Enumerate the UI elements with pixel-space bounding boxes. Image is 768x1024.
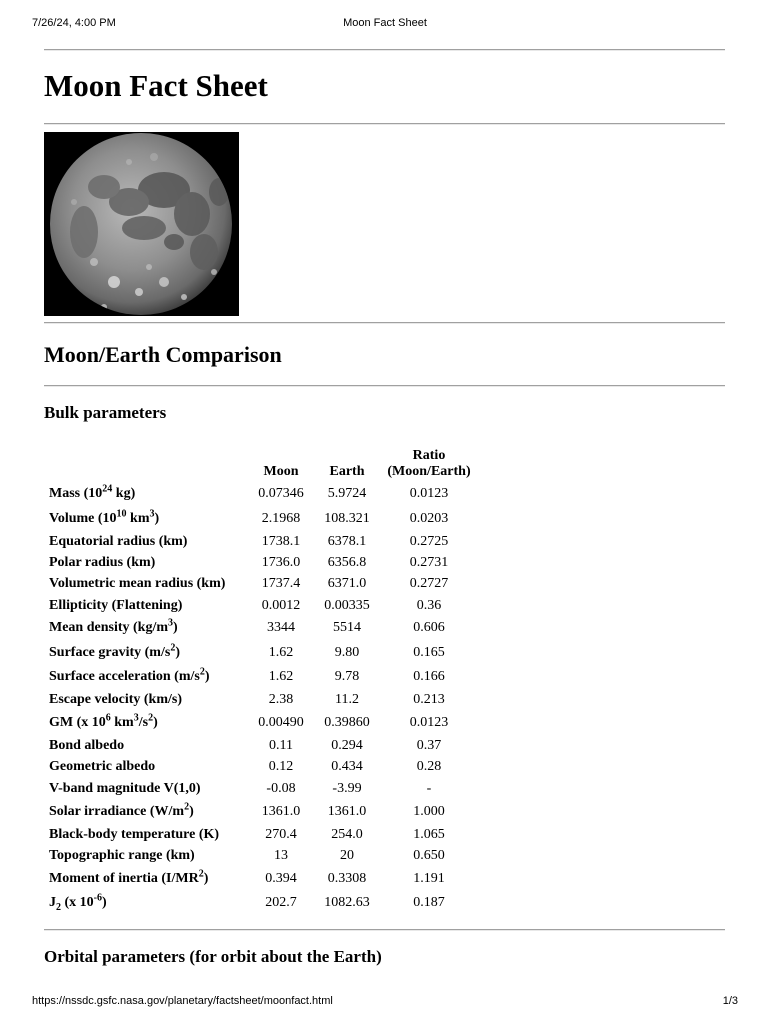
cell-moon: 270.4: [265, 826, 297, 842]
cell-moon: 1361.0: [261, 803, 301, 819]
cell-moon: 0.00490: [258, 715, 304, 731]
table-row: [44, 757, 478, 778]
cell-earth: 11.2: [335, 692, 359, 708]
row-label: Surface acceleration $(m/s^2)$: [49, 666, 210, 685]
header-empty: [44, 444, 248, 482]
cell-earth: 0.00335: [324, 597, 370, 613]
cell-earth: 254.0: [331, 826, 363, 842]
header-earth: Earth: [329, 464, 365, 479]
cell-moon: 13: [274, 847, 288, 863]
table-row: [44, 735, 478, 756]
page-title: Moon Fact Sheet: [44, 68, 268, 103]
cell-ratio: 0.0203: [409, 510, 449, 526]
cell-ratio: 0.650: [413, 847, 445, 863]
cell-moon: 0.0012: [261, 597, 301, 613]
row-label: Ellipticity (Flattening): [49, 597, 183, 613]
table-row: [44, 507, 478, 532]
table-row: [44, 641, 478, 666]
table-row: [44, 845, 478, 866]
table-row: [44, 866, 478, 891]
section-title-orbital: Orbital parameters (for orbit about the Earth): [44, 947, 382, 966]
row-label: Solar irradiance $(W/m^2)$: [49, 800, 194, 819]
table-row: [44, 574, 478, 595]
table-row: [44, 552, 478, 573]
print-header: [32, 17, 738, 31]
row-label: Escape velocity (km/s): [49, 692, 182, 708]
row-label: Mass ($10^{24}$ kg): [49, 483, 136, 502]
row-label: V-band magnitude V(1,0): [49, 780, 201, 796]
row-label: GM (x $10^6$ $km^3/s^2$): [49, 712, 158, 731]
cell-earth: 0.39860: [324, 715, 370, 731]
divider: [44, 929, 725, 931]
divider: [44, 322, 725, 324]
row-label: Surface gravity $(m/s^2)$: [49, 642, 180, 660]
table-row: [44, 778, 478, 799]
table-row: [44, 891, 478, 916]
cell-earth: 0.434: [331, 759, 363, 775]
header-moon: Moon: [263, 464, 299, 479]
cell-moon: 1738.1: [261, 533, 301, 549]
cell-moon: 202.7: [265, 895, 297, 911]
table-row: [44, 531, 478, 552]
cell-earth: 20: [340, 847, 354, 863]
table-row: [44, 665, 478, 690]
row-label: Topographic range (km): [49, 847, 195, 863]
row-label: Volume ($10^{10}$ $km^3$): [49, 508, 160, 526]
table-row: [44, 711, 478, 736]
cell-ratio: 0.213: [413, 692, 445, 708]
table-row: [44, 690, 478, 711]
cell-earth: 5514: [333, 620, 361, 636]
row-label: Equatorial radius (km): [49, 533, 188, 549]
divider: [44, 123, 725, 125]
table-row: [44, 799, 478, 824]
cell-ratio: 0.187: [413, 895, 445, 911]
print-date: 7/26/24, 4:00 PM: [32, 17, 116, 29]
cell-earth: 0.294: [331, 738, 363, 754]
cell-earth: 6378.1: [327, 533, 367, 549]
cell-ratio: 0.166: [413, 669, 445, 685]
cell-earth: 0.3308: [327, 870, 367, 886]
cell-moon: 2.38: [268, 692, 294, 708]
print-doc-title: Moon Fact Sheet: [343, 17, 427, 29]
cell-moon: -0.08: [266, 780, 296, 796]
section-title-comparison: Moon/Earth Comparison: [44, 342, 282, 367]
page-number: 1/3: [722, 995, 738, 1007]
cell-moon: 0.11: [269, 738, 293, 754]
cell-moon: 3344: [267, 620, 295, 636]
print-footer: [32, 995, 738, 1009]
table-row: [44, 616, 478, 641]
cell-ratio: 0.0123: [409, 486, 449, 502]
divider: [44, 49, 725, 51]
cell-ratio: 0.37: [416, 738, 442, 754]
table-row: [44, 482, 478, 507]
moon-image: [44, 132, 239, 316]
cell-ratio: 1.191: [413, 870, 445, 886]
moon-photo-graphic: [44, 132, 239, 316]
cell-earth: 1361.0: [327, 803, 367, 819]
cell-ratio: 0.165: [413, 644, 445, 660]
cell-earth: 5.9724: [327, 486, 367, 502]
row-label: Moment of inertia $(I/MR^2)$: [49, 868, 209, 886]
row-label: $J_2$ (x $10^{-6}$): [49, 892, 107, 914]
row-label: Mean density $(kg/m^3)$: [49, 617, 178, 636]
print-url: https://nssdc.gsfc.nasa.gov/planetary/factsheet/moonfact.html: [32, 995, 333, 1007]
cell-earth: 9.78: [334, 669, 360, 685]
cell-earth: 108.321: [324, 510, 370, 526]
cell-ratio: 0.2725: [409, 533, 449, 549]
cell-earth: 1082.63: [324, 895, 370, 911]
cell-moon: 0.394: [265, 870, 297, 886]
cell-moon: 1.62: [268, 644, 294, 660]
cell-ratio: 0.0123: [409, 715, 449, 731]
row-label: Geometric albedo: [49, 759, 156, 775]
cell-ratio: -: [426, 780, 432, 796]
cell-moon: 1737.4: [261, 576, 301, 592]
divider: [44, 385, 725, 387]
section-title-bulk: Bulk parameters: [44, 403, 167, 422]
table-row: [44, 824, 478, 845]
cell-ratio: 1.000: [413, 803, 445, 819]
cell-moon: 0.07346: [258, 486, 304, 502]
row-label: Polar radius (km): [49, 554, 156, 570]
cell-moon: 0.12: [268, 759, 294, 775]
cell-earth: 9.80: [334, 644, 360, 660]
cell-ratio: 0.28: [416, 759, 442, 775]
cell-ratio: 0.36: [416, 597, 442, 613]
header-ratio: Ratio (Moon/Earth): [387, 448, 471, 479]
cell-ratio: 0.2727: [409, 576, 449, 592]
cell-earth: 6371.0: [327, 576, 367, 592]
cell-ratio: 0.606: [413, 620, 445, 636]
cell-ratio: 0.2731: [409, 554, 449, 570]
cell-earth: 6356.8: [327, 554, 367, 570]
row-label: Volumetric mean radius (km): [49, 576, 226, 592]
row-label: Black-body temperature (K): [49, 826, 220, 842]
cell-moon: 1736.0: [261, 554, 301, 570]
bulk-parameters-table: [44, 444, 478, 915]
cell-moon: 1.62: [268, 669, 294, 685]
row-label: Bond albedo: [49, 738, 125, 754]
cell-ratio: 1.065: [413, 826, 445, 842]
cell-moon: 2.1968: [261, 510, 301, 526]
cell-earth: -3.99: [332, 780, 362, 796]
table-row: [44, 595, 478, 616]
